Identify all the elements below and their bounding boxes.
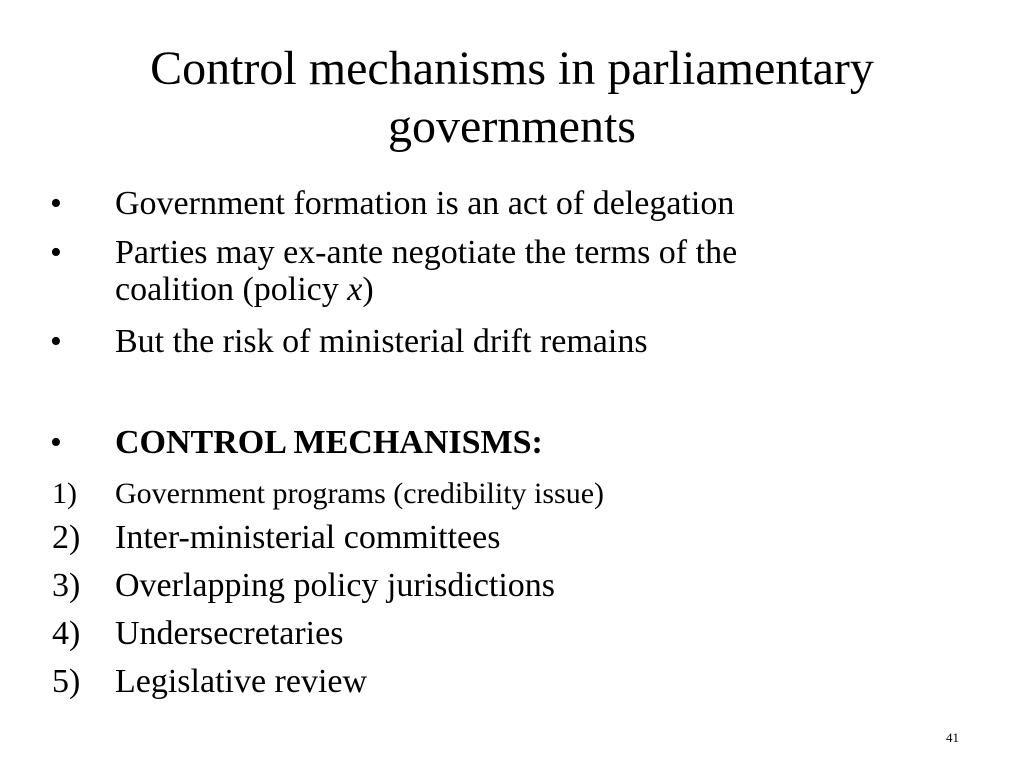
item-text: Undersecretaries	[115, 615, 344, 652]
policy-variable: x	[347, 271, 363, 308]
control-mechanisms-heading: CONTROL MECHANISMS:	[115, 424, 543, 461]
bullet-marker: •	[50, 185, 62, 222]
bullet-marker: •	[50, 234, 62, 271]
title-line-2: governments	[388, 100, 636, 153]
bullet-text-line-2	[115, 270, 915, 310]
bullet-marker: •	[50, 323, 62, 360]
item-text: Inter-ministerial committees	[115, 519, 501, 556]
item-number: 2)	[52, 519, 81, 556]
bullet-marker: •	[50, 424, 62, 461]
slide-title	[40, 40, 984, 156]
bullet-text	[115, 233, 915, 310]
item-number: 1)	[52, 477, 77, 510]
page-number: 41	[946, 730, 959, 745]
item-number: 4)	[52, 615, 81, 652]
bullet-text-suffix: )	[362, 271, 374, 308]
bullet-text: But the risk of ministerial drift remains	[115, 323, 648, 360]
item-number: 5)	[52, 663, 81, 700]
item-text: Government programs (credibility issue)	[115, 477, 605, 510]
item-number: 3)	[52, 567, 81, 604]
item-text: Overlapping policy jurisdictions	[115, 567, 556, 604]
title-line-1: Control mechanisms in parliamentary	[150, 42, 874, 95]
item-text: Legislative review	[115, 663, 368, 700]
bullet-text: Government formation is an act of delegation	[115, 185, 735, 222]
bullet-text-prefix: coalition (policy	[115, 271, 348, 308]
bullet-text-line-1: Parties may ex-ante negotiate the terms of the	[115, 234, 738, 271]
